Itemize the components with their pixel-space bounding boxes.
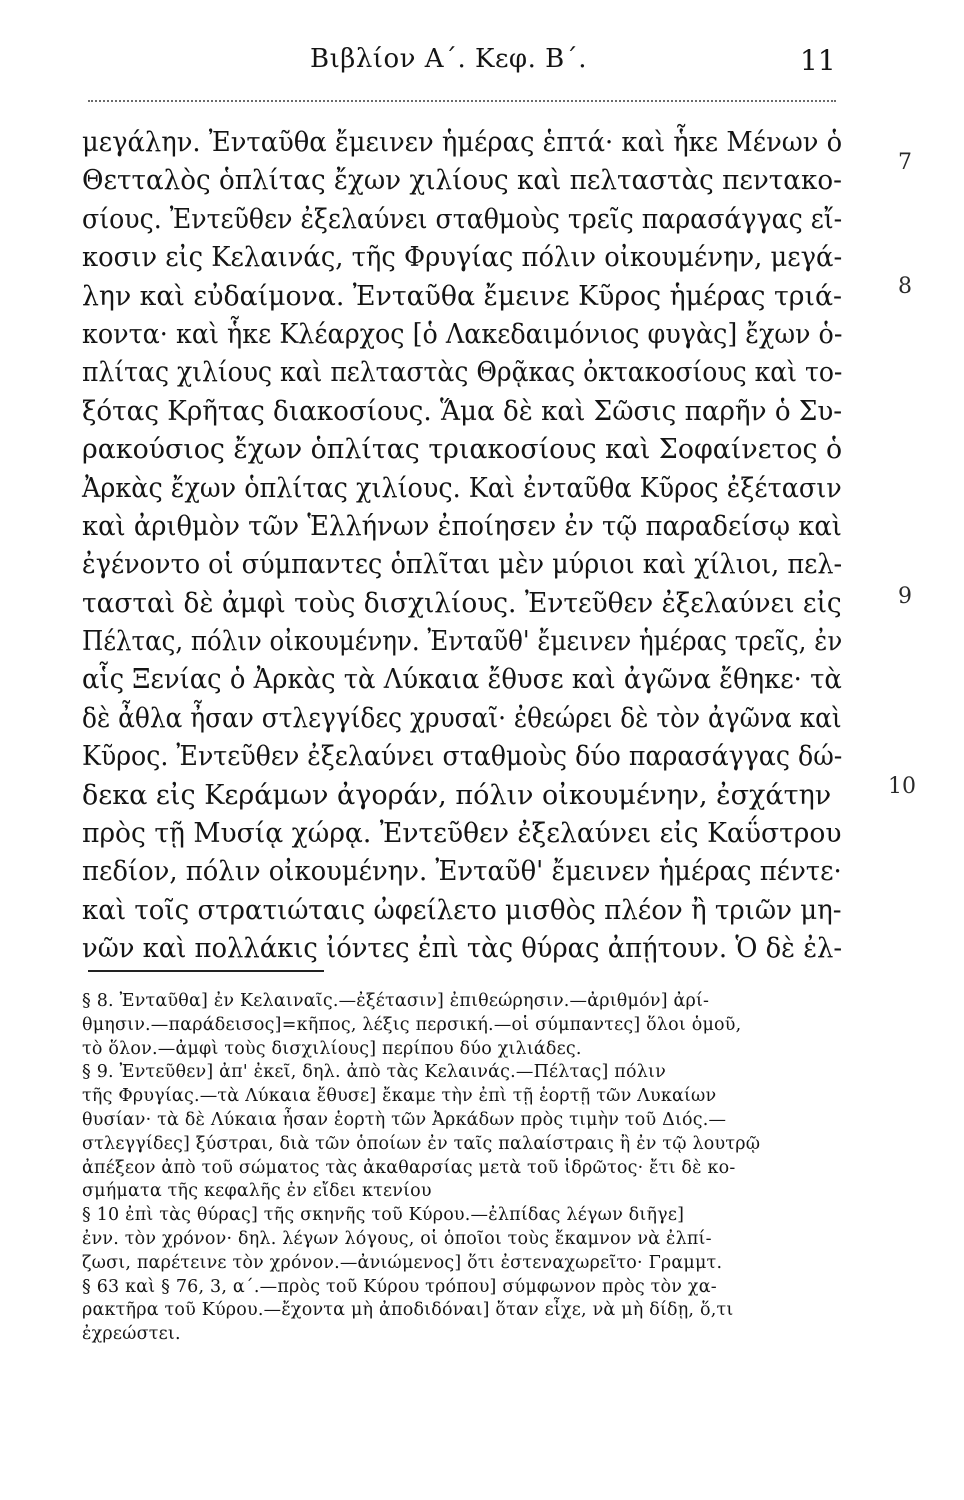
text-line: κοντα· καὶ ἧκε Κλέαρχος [ὁ Λακεδαιμόνιος φυγὰς] ἔχων ὁ-: [82, 318, 843, 350]
section-number-8: 8: [898, 274, 912, 299]
text-line: ξότας Κρῆτας διακοσίους. Ἅμα δὲ καὶ Σῶσις παρῆν ὁ Συ-: [82, 395, 843, 427]
text-line: λην καὶ εὐδαίμονα. Ἐνταῦθα ἔμεινε Κῦρος ἡμέρας τριά-: [82, 280, 843, 312]
text-line: Κῦρος. Ἐντεῦθεν ἐξελαύνει σταθμοὺς δύο παρασάγγας δώ-: [82, 741, 843, 773]
text-line: αἷς Ξενίας ὁ Ἀρκὰς τὰ Λύκαια ἔθυσε καὶ ἀγῶνα ἔθηκε· τὰ: [82, 664, 842, 696]
text-line: νῶν καὶ πολλάκις ἰόντες ἐπὶ τὰς θύρας ἀπῄτουν. Ὁ δὲ ἐλ-: [82, 933, 843, 965]
header-dotted-rule: [88, 100, 836, 102]
section-number-7: 7: [898, 150, 912, 175]
footnote-line: θμησιν.—παράδεισος]=κῆπος, λέξις περσική.—οἱ σύμπαντες] ὅλοι ὁμοῦ,: [82, 1014, 742, 1035]
text-line: καὶ ἀριθμὸν τῶν Ἑλλήνων ἐποίησεν ἐν τῷ παραδείσῳ καὶ: [82, 510, 842, 542]
footnote-rule: [88, 970, 324, 972]
text-line: ἐγένοντο οἱ σύμπαντες ὁπλῖται μὲν μύριοι καὶ χίλιοι, πελ-: [82, 549, 843, 581]
main-text-block: [82, 124, 842, 969]
text-line: Θετταλὸς ὁπλίτας ἔχων χιλίους καὶ πελταστὰς πεντακο-: [82, 165, 842, 197]
text-line: πρὸς τῇ Μυσίᾳ χώρᾳ. Ἐντεῦθεν ἐξελαύνει εἰς Καΰστρου: [82, 818, 842, 850]
footnote-line: § 63 καὶ § 76, 3, α΄.—πρὸς τοῦ Κύρου τρόπου] σύμφωνον πρὸς τὸν χα-: [82, 1276, 717, 1297]
text-line: πεδίον, πόλιν οἰκουμένην. Ἐνταῦθ' ἔμεινεν ἡμέρας πέντε·: [82, 856, 842, 888]
text-line: σίους. Ἐντεῦθεν ἐξελαύνει σταθμοὺς τρεῖς παρασάγγας εἴ-: [82, 203, 843, 235]
footnote-line: τὸ ὅλον.—ἀμφὶ τοὺς δισχιλίους] περίπου δύο χιλιάδες.: [82, 1038, 582, 1059]
footnote-line: τῆς Φρυγίας.—τὰ Λύκαια ἔθυσε] ἔκαμε τὴν ἐπὶ τῇ ἑορτῇ τῶν Λυκαίων: [82, 1086, 717, 1107]
text-line: δεκα εἰς Κεράμων ἀγοράν, πόλιν οἰκουμένην, ἐσχάτην: [82, 779, 832, 811]
section-number-10: 10: [888, 774, 916, 799]
text-line: τασταὶ δὲ ἀμφὶ τοὺς δισχιλίους. Ἐντεῦθεν ἐξελαύνει εἰς: [82, 587, 842, 619]
footnote-line: ἐνν. τὸν χρόνον· δηλ. λέγων λόγους, οἱ ὁποῖοι τοὺς ἔκαμνον νὰ ἐλπί-: [82, 1228, 712, 1249]
text-line: δὲ ἆθλα ἦσαν στλεγγίδες χρυσαῖ· ἐθεώρει δὲ τὸν ἀγῶνα καὶ: [82, 702, 842, 734]
footnote-line: ρακτῆρα τοῦ Κύρου.—ἔχοντα μὴ ἀποδιδόναι] ὅταν εἶχε, νὰ μὴ δίδῃ, ὅ,τι: [82, 1300, 734, 1321]
text-line: Ἀρκὰς ἔχων ὁπλίτας χιλίους. Καὶ ἐνταῦθα Κῦρος ἐξέτασιν: [82, 472, 842, 504]
footnote-line: § 8. Ἐνταῦθα] ἐν Κελαιναῖς.—ἐξέτασιν] ἐπιθεώρησιν.—ἀριθμόν] ἀρί-: [82, 991, 710, 1011]
footnotes-block: [82, 990, 842, 1347]
footnote-line: § 9. Ἐντεῦθεν] ἀπ' ἐκεῖ, δηλ. ἀπὸ τὰς Κελαινάς.—Πέλτας] πόλιν: [82, 1062, 666, 1083]
footnote-line: θυσίαν· τὰ δὲ Λύκαια ἦσαν ἑορτὴ τῶν Ἀρκάδων πρὸς τιμὴν τοῦ Διός.—: [82, 1109, 727, 1130]
footnote-line: ἀπέξεον ἀπὸ τοῦ σώματος τὰς ἀκαθαρσίας μετὰ τοῦ ἱδρῶτος· ἔτι δὲ κο-: [82, 1157, 736, 1178]
text-line: πλίτας χιλίους καὶ πελταστὰς Θρᾷκας ὀκτακοσίους καὶ το-: [82, 357, 843, 389]
section-number-9: 9: [898, 584, 912, 609]
text-line: κοσιν εἰς Κελαινάς, τῆς Φρυγίας πόλιν οἰκουμένην, μεγά-: [82, 242, 843, 274]
footnote-line: § 10 ἐπὶ τὰς θύρας] τῆς σκηνῆς τοῦ Κύρου.—ἐλπίδας λέγων διῆγε]: [82, 1205, 685, 1226]
running-title: Βιβλίον Α΄. Κεφ. Β΄.: [310, 44, 588, 74]
footnote-line: ζωσι, παρέτεινε τὸν χρόνον.—ἀνιώμενος] ὅτι ἐστεναχωρεῖτο· Γραμμτ.: [82, 1252, 723, 1273]
footnote-line: σμήματα τῆς κεφαλῆς ἐν εἴδει κτενίου: [82, 1181, 432, 1202]
footnote-line: στλεγγίδες] ξύστραι, διὰ τῶν ὁποίων ἐν ταῖς παλαίστραις ἢ ἐν τῷ λουτρῷ: [82, 1133, 761, 1154]
text-line: μεγάλην. Ἐνταῦθα ἔμεινεν ἡμέρας ἑπτά· καὶ ἧκε Μένων ὁ: [82, 127, 843, 158]
page-number: 11: [800, 44, 836, 77]
footnote-line: ἐχρεώστει.: [82, 1324, 181, 1345]
text-line: Πέλτας, πόλιν οἰκουμένην. Ἐνταῦθ' ἔμεινεν ἡμέρας τρεῖς, ἐν: [82, 626, 843, 658]
text-line: καὶ τοῖς στρατιώταις ὠφείλετο μισθὸς πλέον ἢ τριῶν μη-: [82, 894, 842, 926]
text-line: ρακούσιος ἔχων ὁπλίτας τριακοσίους καὶ Σοφαίνετος ὁ: [82, 434, 843, 466]
